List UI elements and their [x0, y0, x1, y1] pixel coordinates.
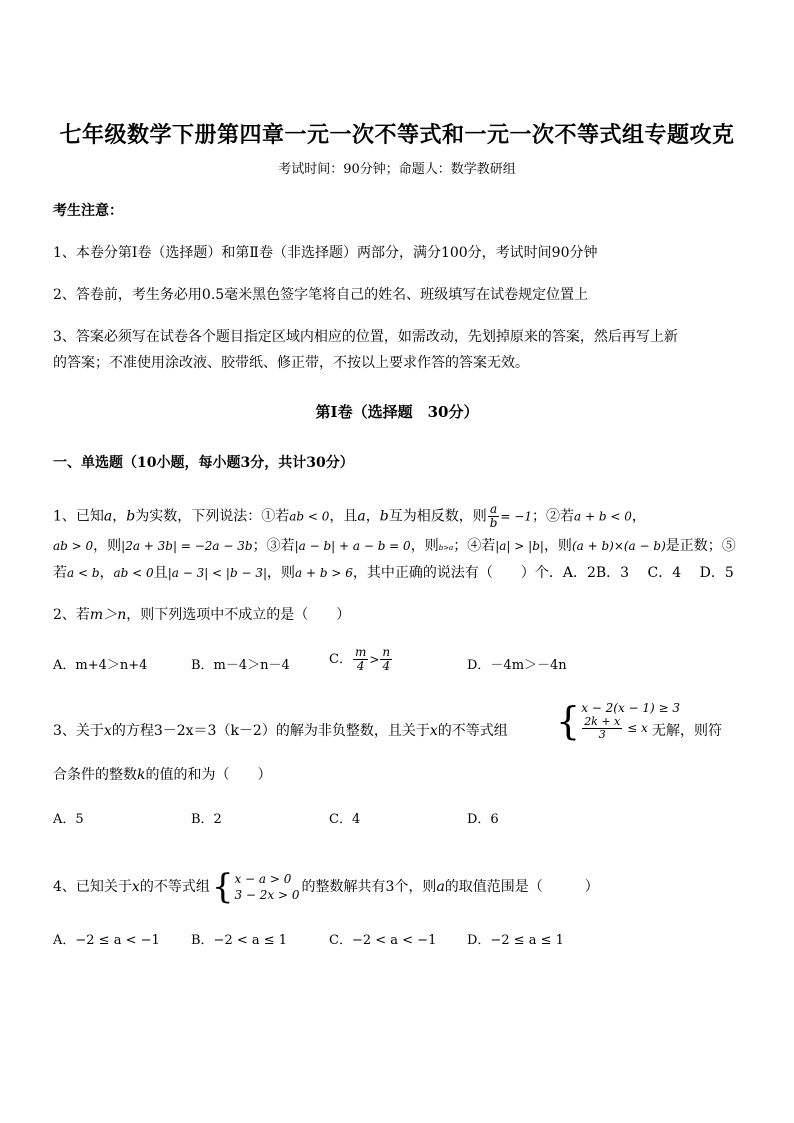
- section-title: 第Ⅰ卷（选择题 30分）: [315, 403, 479, 421]
- q4-stem: 4、已知关于x的不等式组 { x − a > 0 3 − 2x > 0 的整数解共有3个，则a的取值范围是（ ）: [53, 867, 599, 907]
- notice-item-3: 3、答案必须写在试卷各个题目指定区域内相应的位置，如需改动，先划掉原来的答案，然后再写上新: [53, 329, 678, 345]
- part-heading: 一、单选题（10小题，每小题3分，共计30分）: [53, 455, 354, 471]
- q2-option-d: D．－4m＞－4n: [467, 658, 567, 673]
- q3-option-c: C．4: [329, 812, 361, 827]
- q3-option-d: D．6: [467, 812, 499, 827]
- page-title: 七年级数学下册第四章一元一次不等式和一元一次不等式组专题攻克: [59, 122, 735, 148]
- q4-inequality-system: { x − a > 0 3 − 2x > 0: [211, 867, 300, 907]
- q2-stem: 2、若m＞n，则下列选项中不成立的是（ ）: [53, 607, 351, 623]
- q1-line-1: 1、已知a，b为实数，下列说法：①若ab < 0，且a，b互为相反数，则 $\frac{a}{b}$ = −1；②若a + b < 0，: [53, 502, 646, 530]
- q3-stem-line-2: 合条件的整数k的值的和为（ ）: [53, 767, 272, 783]
- notice-heading: 考生注意：: [53, 203, 123, 219]
- q2-option-c: C． $\frac{m}{4}$ > $\frac{n}{4}$: [329, 645, 391, 673]
- q2-option-b: B．m－4＞n－4: [191, 658, 290, 673]
- notice-item-2: 2、答卷前，考生务必用0.5毫米黑色签字笔将自己的姓名、班级填写在试卷规定位置上: [53, 287, 589, 303]
- q4-option-b: B．−2 < a ≤ 1: [191, 933, 288, 948]
- q1-line-2: ab > 0，则|2a + 3b| = −2a − 3b；③若|a − b| + a − b = 0，则b>a；④若|a| > |b|，则(a + b)×(a − b)是正数；⑤: [53, 538, 736, 554]
- q3-stem-line-1: 3、关于x的方程3－2x＝3（k－2）的解为非负整数，且关于x的不等式组: [53, 723, 508, 739]
- q3-stem-tail: 无解，则符: [652, 723, 722, 739]
- notice-item-1: 1、本卷分第Ⅰ卷（选择题）和第Ⅱ卷（非选择题）两部分，满分100分，考试时间90分钟: [53, 245, 598, 261]
- exam-info: 考试时间：90分钟；命题人：数学教研组: [278, 162, 516, 177]
- q4-option-d: D．−2 ≤ a ≤ 1: [467, 933, 564, 948]
- q3-option-b: B．2: [191, 812, 222, 827]
- q3-inequality-system: { x − 2(x − 1) ≥ 3 $\frac{2k + x}{3}$ ≤ x: [556, 698, 681, 743]
- q3-option-a: A．5: [53, 812, 84, 827]
- q4-option-c: C．−2 < a < −1: [329, 933, 437, 948]
- notice-item-3-cont: 的答案；不准使用涂改液、胶带纸、修正带，不按以上要求作答的答案无效。: [53, 355, 529, 371]
- q2-option-a: A．m+4＞n+4: [53, 658, 148, 673]
- q4-option-a: A．−2 ≤ a < −1: [53, 933, 160, 948]
- q1-fraction: $\frac{a}{b}$: [489, 502, 498, 530]
- q1-line-3: 若a < b，ab < 0且|a − 3| < |b − 3|，则a + b > 6，其中正确的说法有（ ）个．A．2B．3 C．4 D．5: [53, 565, 734, 581]
